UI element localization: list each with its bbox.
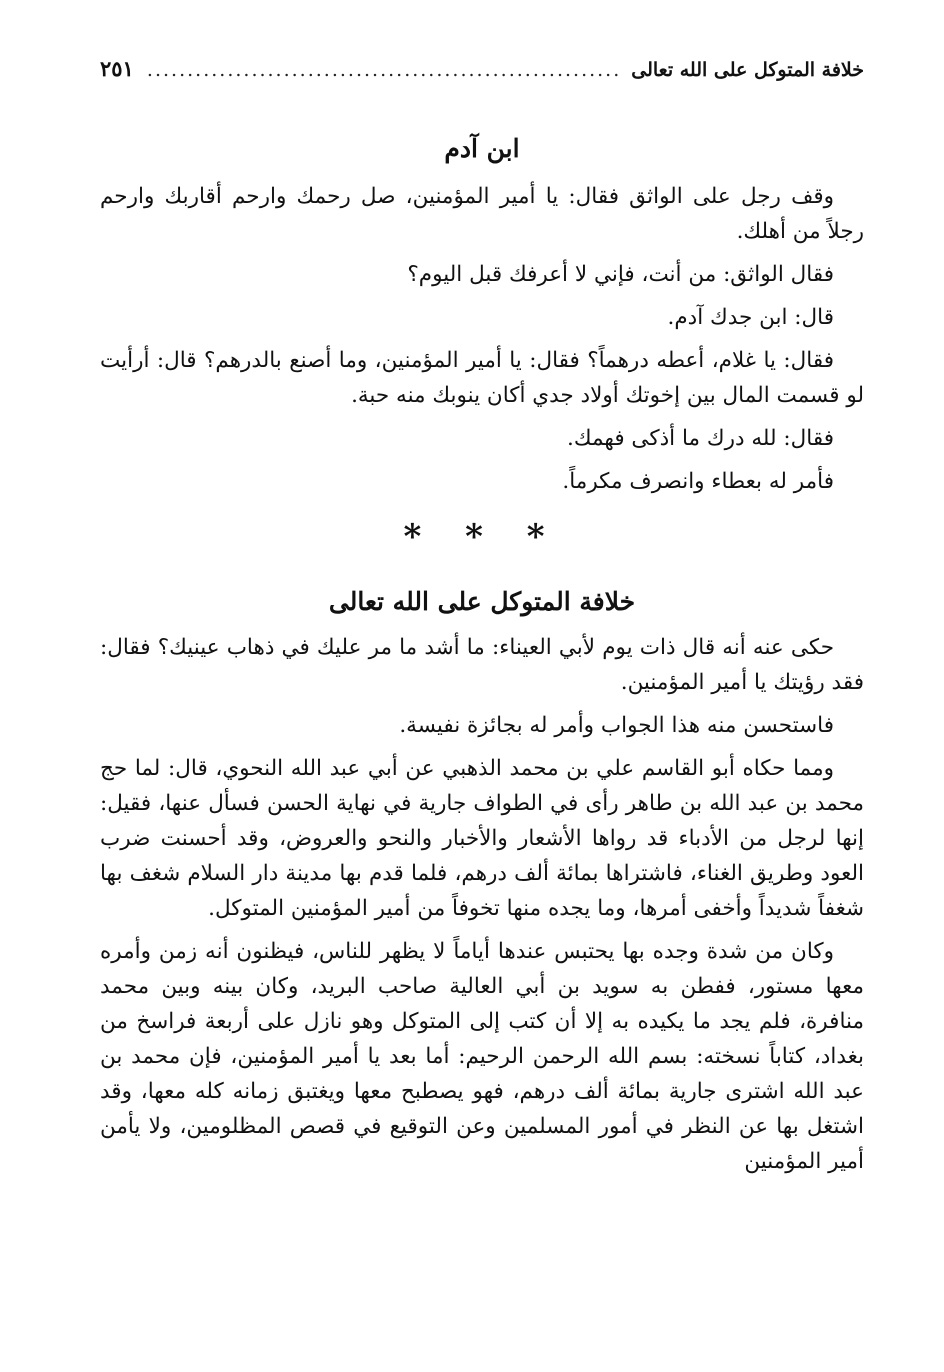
paragraph: فاستحسن منه هذا الجواب وأمر له بجائزة نفيسة.	[399, 713, 834, 738]
paragraph: حكى عنه أنه قال ذات يوم لأبي العيناء: ما أشد ما مر عليك في ذهاب عينيك؟ فقال: فقد رؤيتك يا أمير المؤمنين.	[100, 635, 864, 695]
paragraph: فقال الواثق: من أنت، فإني لا أعرفك قبل اليوم؟	[407, 262, 834, 287]
paragraph: فقال: لله درك ما أذكى فهمك.	[567, 426, 834, 451]
section-ibn-adam-body	[100, 179, 864, 499]
section-separator: * * *	[403, 517, 561, 557]
page-number: ٢٥١	[100, 56, 134, 81]
section-mutawakkil-body	[100, 630, 864, 1179]
paragraph: فأمر له بعطاء وانصرف مكرماً.	[562, 469, 834, 494]
paragraph: وقف رجل على الواثق فقال: يا أمير المؤمنين، صل رحمك وارحم أقاربك وارحم رجلاً من أهلك.	[100, 184, 864, 244]
section-title-ibn-adam: ابن آدم	[444, 134, 520, 163]
paragraph: قال: ابن جدك آدم.	[667, 305, 834, 330]
paragraph: ومما حكاه أبو القاسم علي بن محمد الذهبي عن أبي عبد الله النحوي، قال: لما حج محمد بن عبد الله بن طاهر رأى في الطواف جارية في نهاية الحسن فسأل عنها، فقيل: إنها لرجل من الأدباء قد رواها الأشعار والأخبار والنحو والعروض، وقد أحسنت ضرب العود وطريق الغناء، فاشتراها بمائة ألف درهم، فلما قدم بها مدينة دار السلام شغف بها شغفاً شديداً وأخفى أمرها، وما يجده منها تخوفاً من أمير المؤمنين المتوكل.	[100, 756, 864, 921]
section-title-mutawakkil: خلافة المتوكل على الله تعالى	[328, 587, 636, 616]
paragraph: وكان من شدة وجده بها يحتبس عندها أياماً لا يظهر للناس، فيظنون أنه زمن وأمره معها مستور، ففطن به سويد بن أبي العالية صاحب البريد، وكان بينه وبين محمد منافرة، فلم يجد ما يكيده به إلا أن كتب إلى المتوكل وهو نازل على أربعة فراسخ من بغداد، كتاباً نسخته: بسم الله الرحمن الرحيم: أما بعد يا أمير المؤمنين، فإن محمد بن عبد الله اشترى جارية بمائة ألف درهم، فهو يصطبح معها ويغتبق زمانه كله معها، وقد اشتغل بها عن النظر في أمور المسلمين وعن التوقيع في قصص المظلومين، ولا يأمن أمير المؤمنين	[100, 939, 864, 1174]
running-header	[100, 56, 864, 90]
book-page	[100, 56, 864, 1187]
running-title: خلافة المتوكل على الله تعالى	[631, 59, 864, 81]
leader-dots	[144, 59, 621, 81]
paragraph: فقال: يا غلام، أعطه درهماً؟ فقال: يا أمير المؤمنين، وما أصنع بالدرهم؟ قال: أرأيت لو قسمت المال بين إخوتك أولاد جدي أكان ينوبك منه حبة.	[100, 348, 864, 408]
